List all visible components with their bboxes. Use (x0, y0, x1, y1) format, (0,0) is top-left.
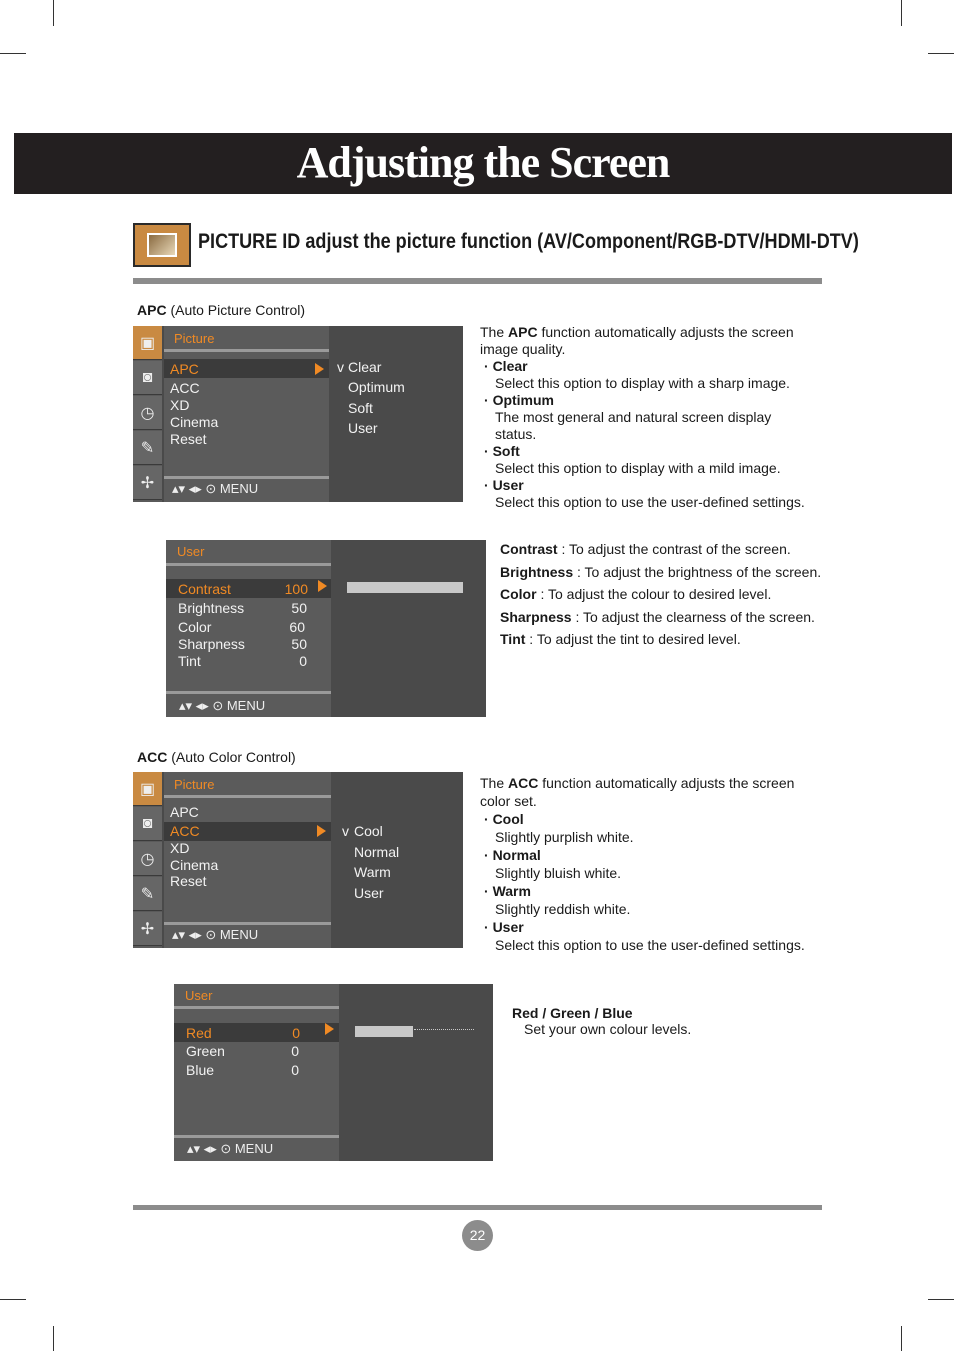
menu-item-cinema[interactable]: Cinema (170, 857, 219, 873)
menu-item-apc[interactable]: APC (170, 361, 199, 377)
menu-item-xd[interactable]: XD (170, 840, 190, 856)
bullet-text: Slightly purplish white. (495, 829, 634, 845)
page-number: 22 (462, 1220, 493, 1251)
user-menu-panel (174, 984, 339, 1161)
bullet-text: Slightly bluish white. (495, 865, 622, 881)
acc-description (480, 774, 820, 954)
menu-separator (164, 476, 329, 479)
menu-separator (166, 563, 331, 566)
definition-color: Color : To adjust the colour to desired level. (500, 586, 772, 602)
row-blue-value: 0 (291, 1062, 299, 1078)
menu-title: Picture (174, 777, 215, 792)
row-sharpness-label[interactable]: Sharpness (178, 636, 245, 652)
bullet-text: Select this option to display with a mild image. (495, 460, 781, 476)
osd-icon-column (133, 326, 162, 502)
apc-heading: APC (Auto Picture Control) (137, 302, 306, 318)
bullet-term: · Soft (484, 443, 520, 459)
menu-item-acc[interactable]: ACC (170, 823, 200, 839)
apc-menu-panel (164, 326, 329, 502)
menu-separator (174, 1135, 339, 1138)
option-menu-icon[interactable]: ✎ (133, 877, 162, 911)
row-red-label[interactable]: Red (186, 1025, 212, 1041)
title-banner (14, 133, 952, 194)
crop-mark (901, 1326, 902, 1351)
crop-mark (928, 53, 954, 54)
acc-menu-panel (164, 772, 331, 948)
option-cool[interactable]: Cool (354, 823, 383, 839)
row-tint-value: 0 (299, 653, 307, 669)
row-color-label[interactable]: Color (178, 619, 212, 635)
picture-icon (133, 223, 191, 267)
bullet-term: · Cool (484, 811, 524, 827)
apc-osd-menu (133, 326, 463, 502)
menu-item-reset[interactable]: Reset (170, 431, 207, 447)
acc-osd-menu (133, 772, 463, 948)
setup-menu-icon[interactable]: ✢ (133, 466, 162, 500)
nav-hint: ▴▾ ◂▸ ⊙ MENU (172, 481, 259, 496)
check-mark: v (342, 823, 349, 839)
setup-menu-icon[interactable]: ✢ (133, 912, 162, 946)
menu-item-xd[interactable]: XD (170, 397, 190, 413)
bullet-text: Select this option to use the user-defined settings. (495, 937, 805, 953)
menu-separator (164, 349, 329, 352)
bullet-term: · Warm (484, 883, 531, 899)
picture-menu-icon[interactable]: ▣ (133, 326, 162, 360)
picture-menu-icon[interactable]: ▣ (133, 772, 162, 806)
section-title: PICTURE ID adjust the picture function (AV/Component/RGB-DTV/HDMI-DTV) (198, 230, 859, 253)
time-menu-icon[interactable]: ◷ (133, 396, 162, 430)
nav-hint: ▴▾ ◂▸ ⊙ MENU (187, 1141, 274, 1156)
row-sharpness-value: 50 (291, 636, 307, 652)
bullet-text: Select this option to display with a sharp image. (495, 375, 790, 391)
crop-mark (53, 1326, 54, 1351)
option-normal[interactable]: Normal (354, 844, 400, 860)
bullet-text: The most general and natural screen display status. (495, 409, 772, 442)
row-red-value: 0 (292, 1025, 300, 1041)
crop-mark (0, 1299, 26, 1300)
row-contrast-value: 100 (284, 581, 308, 597)
menu-separator (166, 691, 331, 694)
option-menu-icon[interactable]: ✎ (133, 431, 162, 465)
menu-separator (164, 795, 331, 798)
row-green-value: 0 (291, 1043, 299, 1059)
sound-menu-icon[interactable]: ◙ (133, 807, 162, 841)
acc-intro: The ACC function automatically adjusts the screen color set. (480, 775, 795, 809)
menu-separator (174, 1006, 339, 1009)
crop-mark (53, 0, 54, 26)
section-rule (133, 278, 822, 284)
nav-hint: ▴▾ ◂▸ ⊙ MENU (179, 698, 266, 713)
submenu-arrow-icon (318, 580, 327, 592)
bullet-text: Slightly reddish white. (495, 901, 631, 917)
menu-item-apc[interactable]: APC (170, 804, 199, 820)
bullet-term: · Clear (484, 358, 528, 374)
menu-item-reset[interactable]: Reset (170, 873, 207, 889)
bullet-term: · User (484, 919, 524, 935)
menu-title: Picture (174, 331, 215, 346)
submenu-arrow-icon (317, 825, 326, 837)
bullet-text: Select this option to use the user-defined settings. (495, 494, 805, 510)
definition-sharpness: Sharpness : To adjust the clearness of the screen. (500, 608, 815, 625)
bullet-term: · Normal (484, 847, 541, 863)
row-blue-label[interactable]: Blue (186, 1062, 215, 1078)
option-soft[interactable]: Soft (348, 400, 373, 416)
crop-mark (928, 1299, 954, 1300)
submenu-arrow-icon (315, 363, 324, 375)
footer-rule (133, 1205, 822, 1210)
menu-item-acc[interactable]: ACC (170, 380, 200, 396)
option-optimum[interactable]: Optimum (348, 379, 405, 395)
time-menu-icon[interactable]: ◷ (133, 842, 162, 876)
rgb-term: Red / Green / Blue (512, 1005, 633, 1021)
option-clear[interactable]: Clear (348, 359, 382, 375)
slider-track (414, 1029, 474, 1030)
apc-intro: The APC function automatically adjusts the screen image quality. (480, 324, 794, 357)
sound-menu-icon[interactable]: ◙ (133, 361, 162, 395)
user-menu-panel (166, 540, 331, 717)
row-contrast-label[interactable]: Contrast (178, 581, 231, 597)
option-warm[interactable]: Warm (354, 864, 391, 880)
row-brightness-label[interactable]: Brightness (178, 600, 245, 616)
menu-title: User (177, 544, 205, 559)
contrast-slider[interactable] (347, 582, 463, 593)
crop-mark (901, 0, 902, 26)
definition-contrast: Contrast : To adjust the contrast of the screen. (500, 541, 791, 557)
row-tint-label[interactable]: Tint (178, 653, 201, 669)
row-brightness-value: 50 (291, 600, 307, 616)
submenu-arrow-icon (325, 1023, 334, 1035)
check-mark: v (337, 359, 344, 375)
bullet-term: · Optimum (484, 392, 555, 408)
menu-item-cinema[interactable]: Cinema (170, 414, 219, 430)
rgb-text: Set your own colour levels. (524, 1021, 692, 1037)
osd-icon-column (133, 772, 162, 948)
red-slider[interactable] (355, 1026, 413, 1037)
menu-title: User (185, 988, 213, 1003)
menu-separator (164, 922, 331, 925)
definition-brightness: Brightness : To adjust the brightness of the screen. (500, 563, 822, 580)
row-green-label[interactable]: Green (186, 1043, 225, 1059)
page-title: Adjusting the Screen (296, 138, 670, 187)
option-user[interactable]: User (348, 420, 378, 436)
acc-user-menu (174, 984, 493, 1161)
apc-user-menu (166, 540, 486, 717)
nav-hint: ▴▾ ◂▸ ⊙ MENU (172, 927, 259, 942)
option-user[interactable]: User (354, 885, 384, 901)
acc-heading: ACC (Auto Color Control) (137, 749, 296, 765)
bullet-term: · User (484, 477, 524, 493)
user-definitions (500, 541, 821, 654)
row-color-value: 60 (289, 619, 305, 635)
definition-tint: Tint : To adjust the tint to desired level. (500, 631, 741, 647)
rgb-description (512, 1005, 691, 1037)
crop-mark (0, 53, 26, 54)
apc-description (480, 324, 820, 511)
